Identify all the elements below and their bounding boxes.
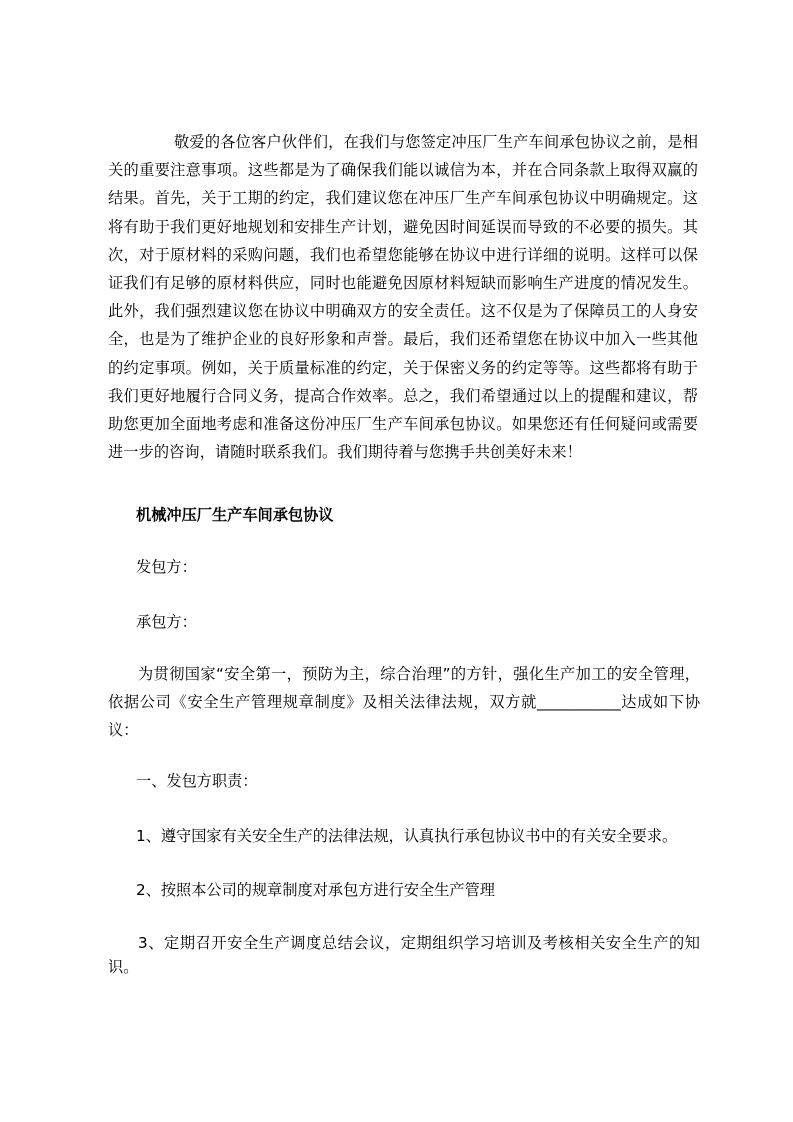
duty-item: 3、定期召开安全生产调度总结会议，定期组织学习培训及考核相关安全生产的知识。: [108, 934, 700, 976]
intro-paragraph: 敬爱的各位客户伙伴们，在我们与您签定冲压厂生产车间承包协议之前，是相关的重要注意事项。这些都是为了确保我们能以诚信为本，并在合同条款上取得双赢的结果。首先，关于工期的约定，我们建议您在冲压厂生产车间承包协议中明确规定。这将有助于我们更好地规划和安排生产计划，避免因时间延误而导致的不必要的损失。其次，对于原材料的采购问题，我们也希望您能够在协议中进行详细的说明。这样可以保证我们有足够的原材料供应，同时也能避免因原材料短缺而影响生产进度的情况发生。此外，我们强烈建议您在协议中明确双方的安全责任。这不仅是为了保障员工的人身安全，也是为了维护企业的良好形象和声誉。最后，我们还希望您在协议中加入一些其他的约定事项。例如，关于质量标准的约定，关于保密义务的约定等等。这些都将有助于我们更好地履行合同义务，提高合作效率。总之，我们希望通过以上的提醒和建议，帮助您更加全面地考虑和准备这份冲压厂生产车间承包协议。如果您还有任何疑问或需要进一步的咨询，请随时联系我们。我们期待着与您携手共创美好未来！: [108, 133, 698, 462]
agreement-title: 机械冲压厂生产车间承包协议: [136, 506, 334, 524]
purpose-paragraph: 为贯彻国家“安全第一，预防为主，综合治理”的方针，强化生产加工的安全管理，依据公司《安全生产管理规章制度》及相关法律法规，双方就___________达成如下协议：: [108, 665, 700, 739]
section-heading-employer-duties: 一、发包方职责：: [136, 772, 258, 790]
party-a-label: 发包方：: [136, 558, 197, 576]
party-b-label: 承包方：: [136, 613, 197, 631]
duty-item: 2、按照本公司的规章制度对承包方进行安全生产管理: [136, 881, 495, 899]
duty-item: 1、遵守国家有关安全生产的法律法规，认真执行承包协议书中的有关安全要求。: [136, 827, 678, 845]
